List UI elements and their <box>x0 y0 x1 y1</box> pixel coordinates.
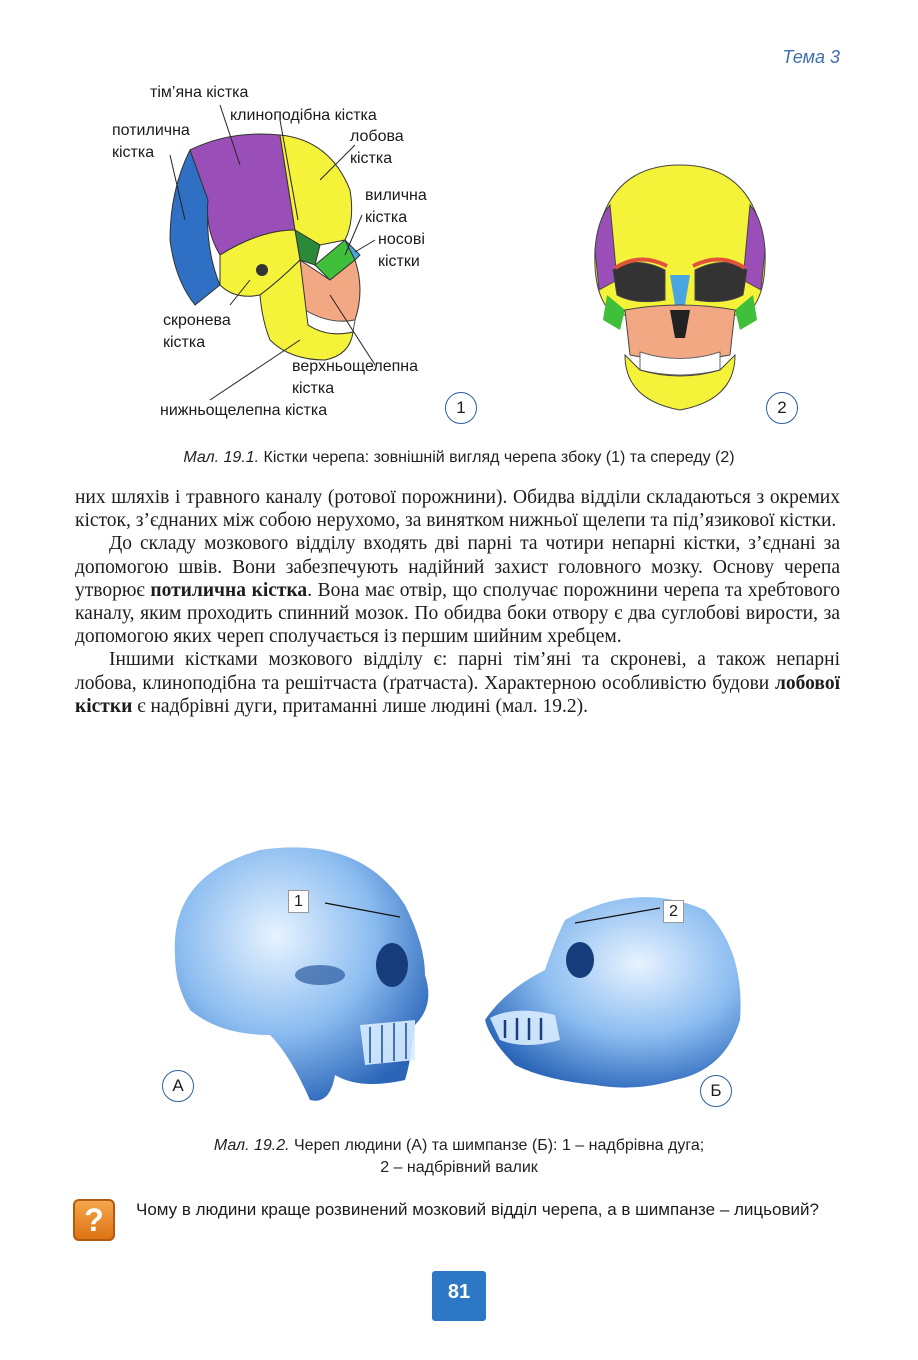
marker-1: 1 <box>288 890 309 913</box>
view-number-1: 1 <box>445 392 477 424</box>
label-maxilla: верхньощелепна кістка <box>292 358 418 397</box>
label-human-a: А <box>162 1070 194 1102</box>
view-number-2: 2 <box>766 392 798 424</box>
marker-2: 2 <box>663 900 684 923</box>
paragraph-3-c: є надбрівні дуги, притаманні лише людині (мал. 19.2). <box>132 695 589 717</box>
question-icon: ? <box>73 1199 115 1241</box>
term-occipital: потилична кістка <box>150 579 308 601</box>
paragraph-1: них шляхів і травного каналу (ротової порожнини). Обидва відділи складаються з окремих кісток, з’єднаних між собою нерухомо, за винятком нижньої щелепи та під’язикової кістки. <box>75 487 840 532</box>
paragraph-2-a: До складу мозкового відділу входять дві парні та чотири непарні кістки, з’єднані за допомогою швів. Вони забезпечують надійний захист головного мозку. Основу черепа утворює <box>75 533 840 601</box>
label-zygomatic: вилична кістка <box>365 187 427 226</box>
figure2-caption-line1: Череп людини (А) та шимпанзе (Б): 1 – надбрівна дуга; <box>289 1137 705 1154</box>
paragraph-3-a: Іншими кістками мозкового відділу є: парні тім’яні та скроневі, а також непарні лобова, клиноподібна та решітчаста (ґратчаста). Характерною особливістю будови <box>75 649 840 694</box>
label-occipital: потилична кістка <box>112 122 190 161</box>
theme-label: Тема 3 <box>782 47 840 67</box>
label-nasal: носові кістки <box>378 231 425 270</box>
label-mandible: нижньощелепна кістка <box>160 402 328 419</box>
term-frontal: лобової кістки <box>75 672 840 717</box>
label-frontal: лобова кістка <box>350 128 404 167</box>
paragraph-2 <box>75 532 840 648</box>
label-parietal: тім’яна кістка <box>150 84 249 101</box>
label-temporal: скронева кістка <box>163 312 231 351</box>
main-text <box>75 486 840 718</box>
figure2-caption-lead: Мал. 19.2. <box>213 1137 290 1154</box>
chimpanzee-skull-xray <box>485 880 745 1095</box>
skull-front-illustration <box>585 160 775 415</box>
figure1-caption <box>0 449 918 467</box>
figure1-caption-lead: Мал. 19.1. <box>183 449 260 466</box>
label-sphenoid: клиноподібна кістка <box>230 107 377 124</box>
figure1-caption-text: Кістки черепа: зовнішній вигляд черепа збоку (1) та спереду (2) <box>259 449 735 466</box>
paragraph-3 <box>75 648 840 718</box>
paragraph-2-c: . Вона має отвір, що сполучає порожнини черепа та хребтового каналу, яким проходить спинний мозок. По обидва боки отвору є два суглобові вирости, за допомогою яких череп сполучається із першим шийним хребцем. <box>75 579 840 648</box>
question-text: Чому в людини краще розвинений мозковий відділ черепа, а в шимпанзе – лицьовий? <box>136 1200 819 1219</box>
figure2-caption <box>0 1135 918 1179</box>
human-skull-xray <box>160 835 445 1110</box>
page-number: 81 <box>432 1271 486 1321</box>
figure2-caption-line2: 2 – надбрівний валик <box>380 1159 538 1176</box>
label-chimp-b: Б <box>700 1075 732 1107</box>
